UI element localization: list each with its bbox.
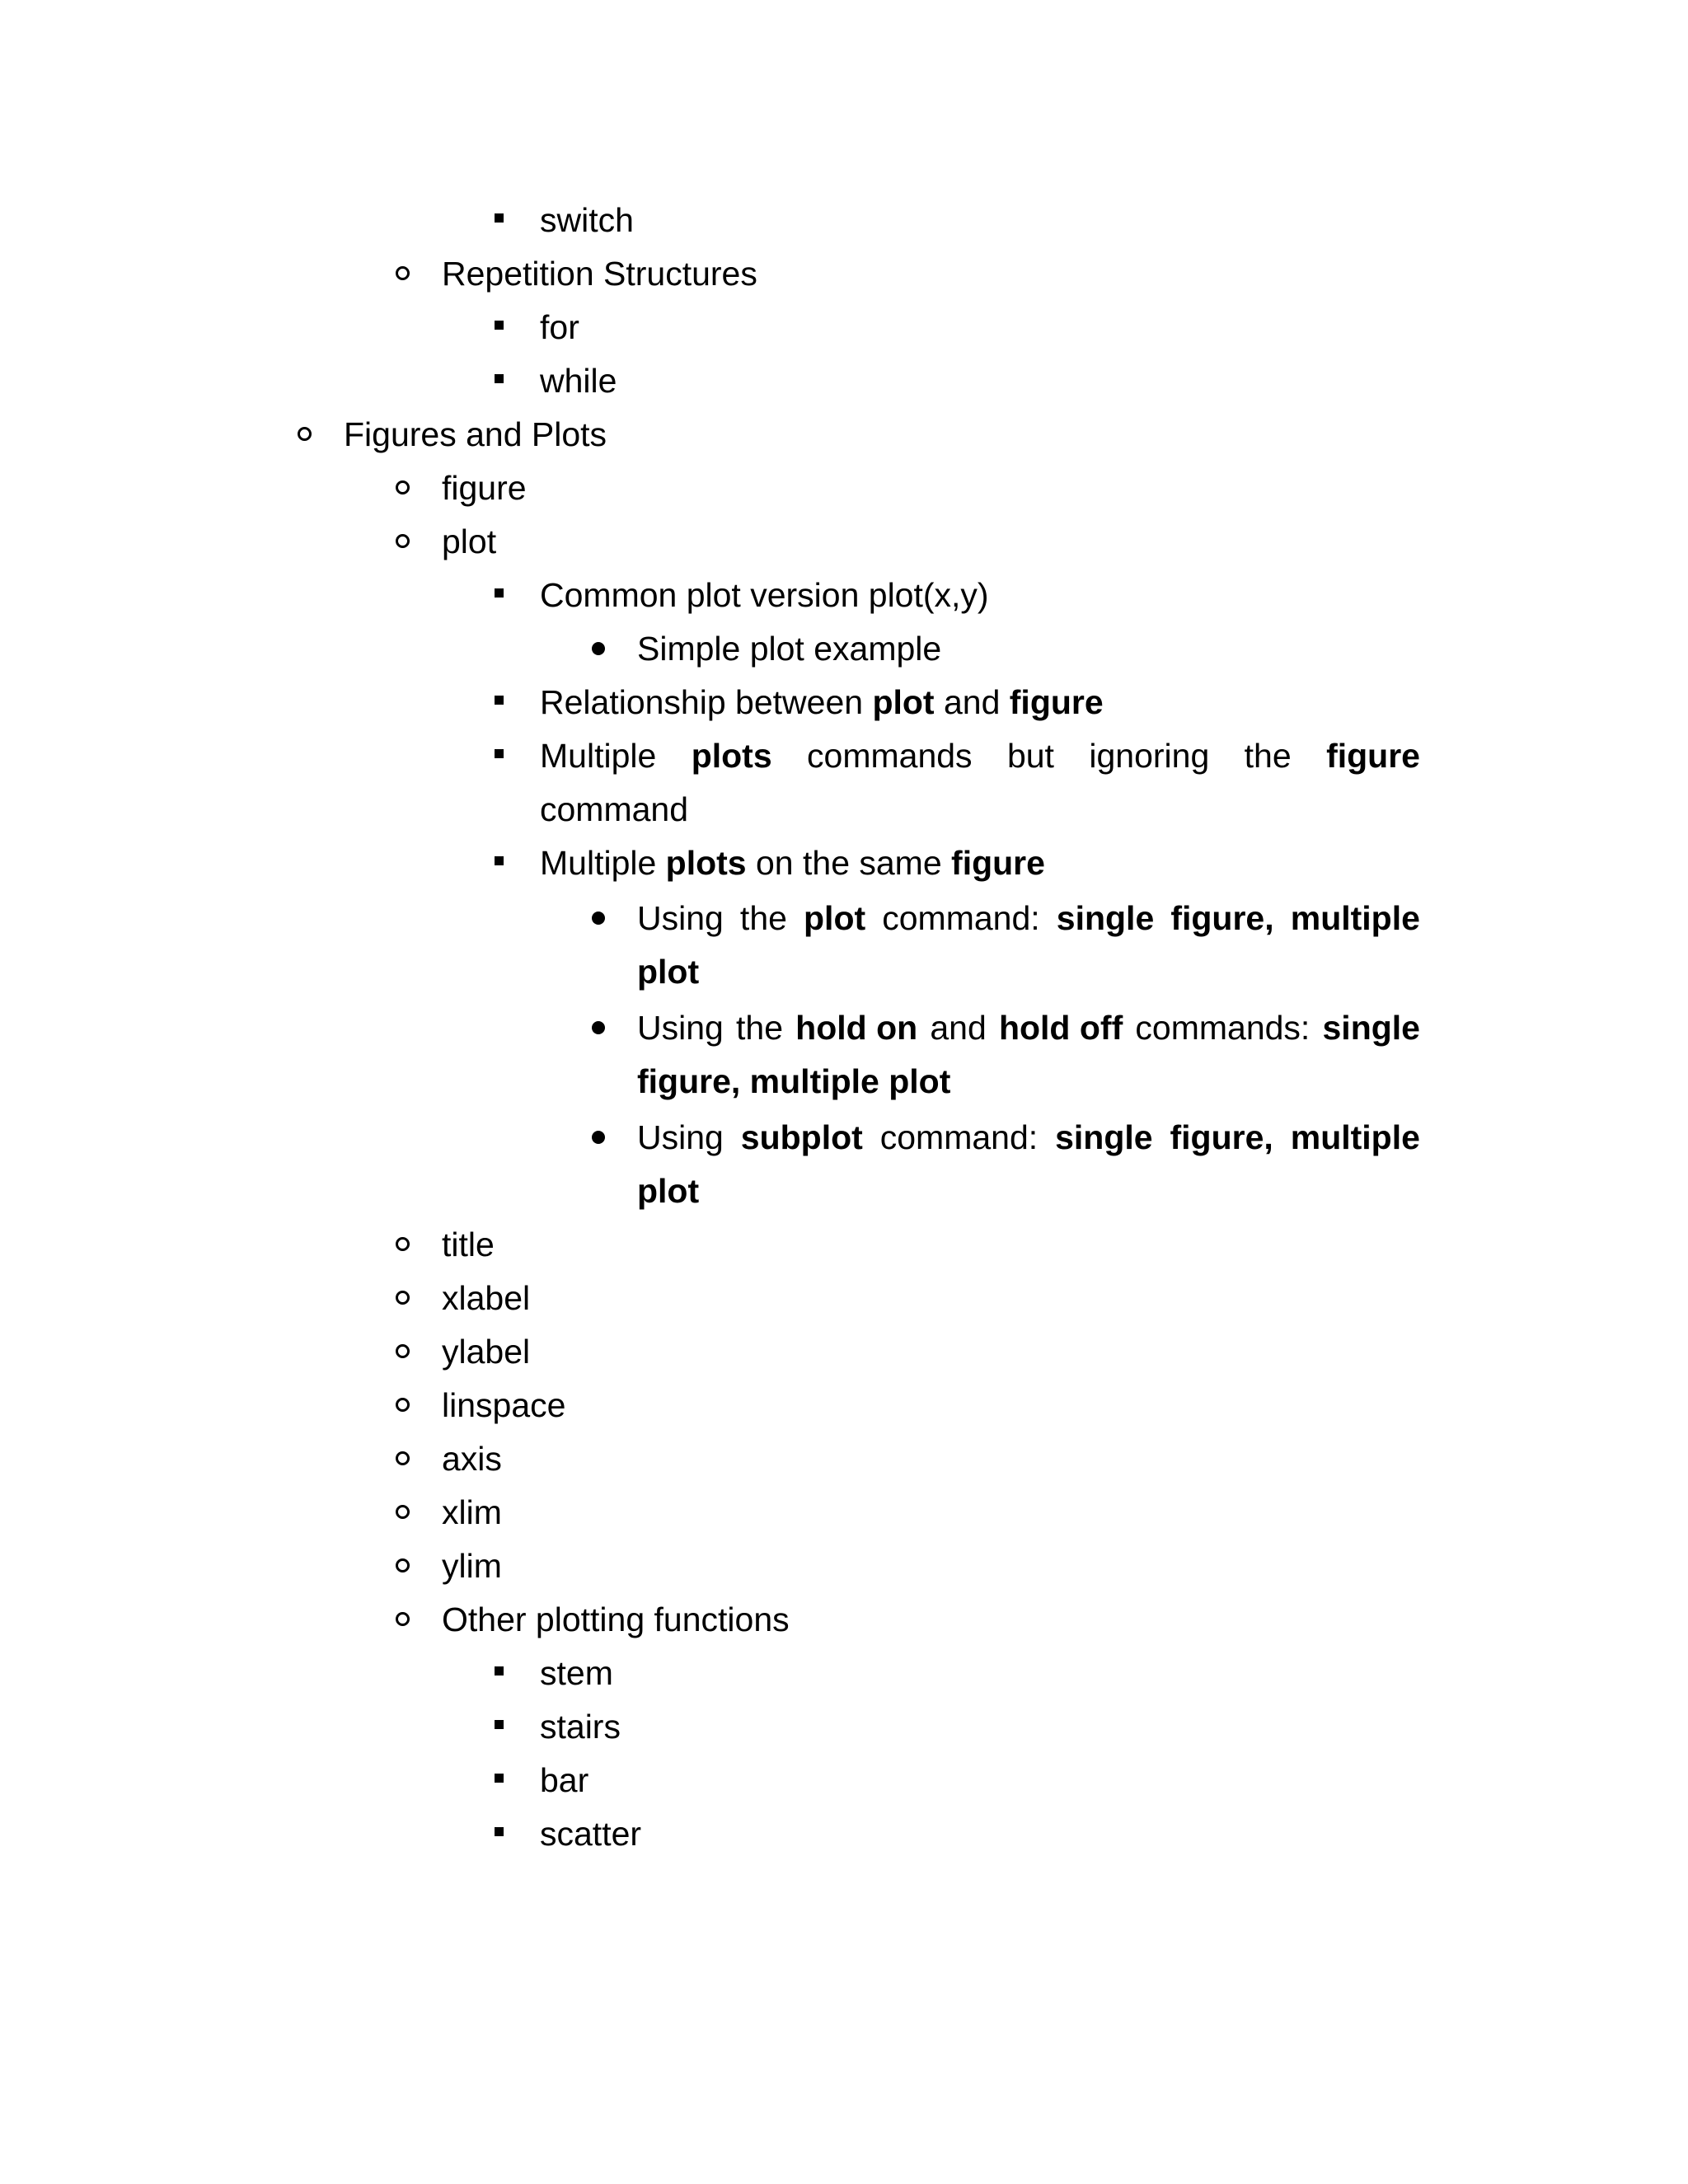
hollow-circle-bullet-icon bbox=[296, 407, 345, 462]
item-text: axis bbox=[442, 1440, 502, 1478]
square-bullet-icon bbox=[492, 300, 542, 354]
square-bullet-icon bbox=[492, 1753, 542, 1807]
hollow-circle-bullet-icon bbox=[394, 1271, 443, 1325]
item-text: Figures and Plots bbox=[344, 415, 607, 453]
square-bullet-icon bbox=[492, 675, 542, 729]
hollow-circle-bullet-icon bbox=[394, 1539, 443, 1593]
item-text: ylim bbox=[442, 1547, 502, 1585]
disc-bullet-icon bbox=[590, 1001, 640, 1055]
hollow-circle-bullet-icon bbox=[394, 1432, 443, 1486]
list-item-multiple-plots-ignoring bbox=[492, 729, 1420, 783]
item-text: stem bbox=[540, 1654, 613, 1692]
square-bullet-icon bbox=[492, 1699, 542, 1754]
hollow-circle-bullet-icon bbox=[394, 514, 443, 569]
item-text-continuation: command bbox=[540, 790, 689, 828]
hollow-circle-bullet-icon bbox=[394, 246, 443, 301]
item-text: title bbox=[442, 1226, 495, 1263]
list-item-using-hold bbox=[590, 1001, 1420, 1055]
hollow-circle-bullet-icon bbox=[394, 461, 443, 515]
item-text: bar bbox=[540, 1761, 589, 1799]
item-text: Other plotting functions bbox=[442, 1601, 790, 1638]
item-text: scatter bbox=[540, 1815, 642, 1853]
square-bullet-icon bbox=[492, 568, 542, 622]
square-bullet-icon bbox=[492, 193, 542, 247]
square-bullet-icon bbox=[492, 1646, 542, 1700]
hollow-circle-bullet-icon bbox=[394, 1324, 443, 1379]
item-text: Using the hold on and hold off commands: single bbox=[637, 1009, 1420, 1047]
item-text: stairs bbox=[540, 1708, 621, 1746]
disc-bullet-icon bbox=[590, 1110, 640, 1165]
disc-bullet-icon bbox=[590, 891, 640, 945]
disc-bullet-icon bbox=[590, 621, 640, 676]
item-text: Multiple plots commands but ignoring the figure bbox=[540, 737, 1420, 775]
item-text: Common plot version plot(x,y) bbox=[540, 576, 989, 614]
item-text: Using the plot command: single figure, multiple bbox=[637, 899, 1420, 937]
list-item-using-subplot bbox=[590, 1110, 1420, 1165]
item-text: xlabel bbox=[442, 1279, 531, 1317]
list-item-using-plot-command bbox=[590, 891, 1420, 945]
hollow-circle-bullet-icon bbox=[394, 1485, 443, 1540]
item-text: while bbox=[540, 362, 617, 400]
hollow-circle-bullet-icon bbox=[394, 1217, 443, 1272]
item-text: ylabel bbox=[442, 1333, 531, 1371]
item-text: Multiple plots on the same figure bbox=[540, 844, 1045, 882]
item-text-continuation: figure, multiple plot bbox=[637, 1062, 951, 1100]
item-text: plot bbox=[442, 523, 497, 560]
item-text-continuation: plot bbox=[637, 1172, 700, 1210]
item-text-continuation: plot bbox=[637, 953, 700, 991]
item-text: switch bbox=[540, 201, 634, 239]
item-text: Repetition Structures bbox=[442, 255, 757, 293]
square-bullet-icon bbox=[492, 729, 542, 783]
item-text: for bbox=[540, 308, 579, 346]
square-bullet-icon bbox=[492, 836, 542, 890]
hollow-circle-bullet-icon bbox=[394, 1378, 443, 1432]
item-text: Simple plot example bbox=[637, 630, 942, 668]
square-bullet-icon bbox=[492, 1807, 542, 1861]
item-text: Relationship between plot and figure bbox=[540, 683, 1104, 721]
item-text: figure bbox=[442, 469, 527, 507]
item-text: linspace bbox=[442, 1386, 566, 1424]
hollow-circle-bullet-icon bbox=[394, 1592, 443, 1647]
square-bullet-icon bbox=[492, 354, 542, 408]
item-text: xlim bbox=[442, 1493, 502, 1531]
item-text: Using subplot command: single figure, multiple bbox=[637, 1118, 1420, 1156]
